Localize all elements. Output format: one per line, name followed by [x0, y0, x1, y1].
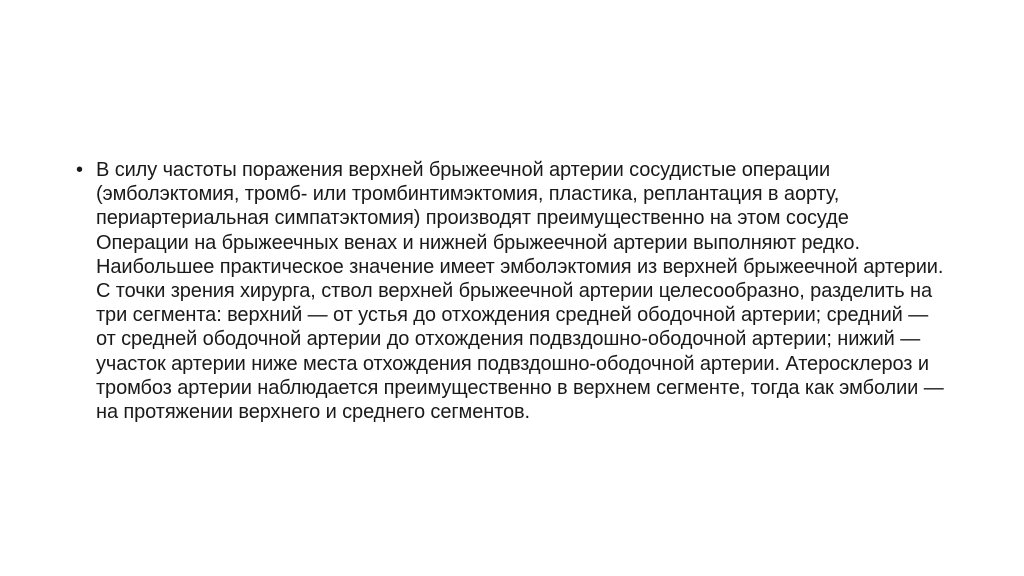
bullet-text: В силу частоты поражения верхней брыжеечной артерии сосудистые операции (эмболэктомия, тромб- или тромбинтимэктомия, пластика, реплантация в аорту, периартериальная симпатэктомия) производят преимущественно на этом сосуде Операции на брыжеечных венах и нижней брыжеечной артерии выполняют редко. Наибольшее практическое значение имеет эмболэктомия из верхней брыжеечной артерии. С точки зрения хирурга, ствол верхней брыжеечной артерии целесообразно, разделить на три сегмента: верхний — от устья до отхождения средней ободочной артерии; средний — от средней ободочной артерии до отхождения подвздошно-ободочной артерии; нижий — участок артерии ниже места отхождения подвздошно-ободочной артерии. Атеросклероз и тромбоз артерии наблюдается преимущественно в верхнем сегменте, тогда как эмболии — на протяжении верхнего и среднего сегментов.: [96, 159, 944, 424]
bullet-marker: •: [76, 159, 83, 181]
bullet-list: [76, 158, 946, 424]
bullet-item: [76, 158, 946, 424]
